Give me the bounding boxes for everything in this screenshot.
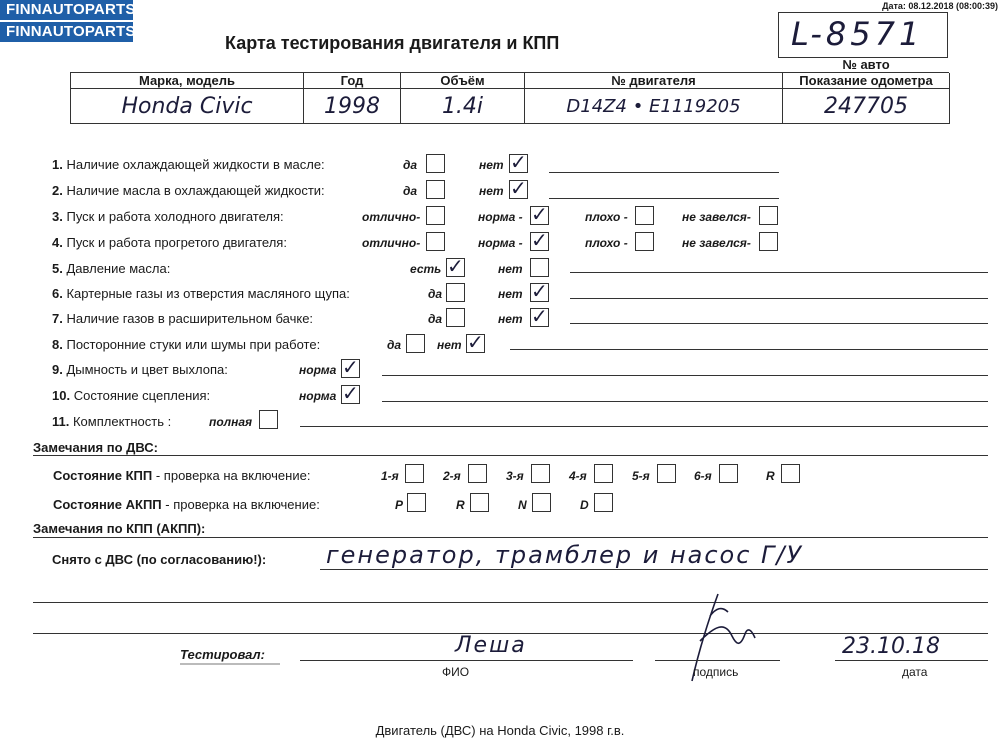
item-6-opt-no: нет xyxy=(498,287,523,301)
odometer-value xyxy=(783,89,950,124)
item-10-normal-checkbox[interactable] xyxy=(341,385,360,404)
col-engine-no: № двигателя xyxy=(525,73,783,89)
removed-label: Снято с ДВС (по согласованию!): xyxy=(52,552,267,567)
removed-value: генератор, трамблер и насос Г/У xyxy=(326,541,804,569)
item-5-yes-checkbox[interactable] xyxy=(446,258,465,277)
check-mark-icon: ✓ xyxy=(342,357,359,379)
card-number: L-8571 xyxy=(791,15,924,53)
item-3-excellent-checkbox[interactable] xyxy=(426,206,445,225)
volume-value xyxy=(401,89,525,124)
item-3-opt-normal: норма - xyxy=(478,210,523,224)
item-9-normal-checkbox[interactable] xyxy=(341,359,360,378)
gear-3-checkbox[interactable] xyxy=(531,464,550,483)
item-4-excellent-checkbox[interactable] xyxy=(426,232,445,251)
check-mark-icon: ✓ xyxy=(342,383,359,405)
item-5-no-checkbox[interactable] xyxy=(530,258,549,277)
manual-gearbox-label: Состояние КПП - проверка на включение: xyxy=(53,468,311,483)
item-6-yes-checkbox[interactable] xyxy=(446,283,465,302)
gear-auto-r-checkbox[interactable] xyxy=(470,493,489,512)
col-volume: Объём xyxy=(401,73,525,89)
item-6-opt-yes: да xyxy=(428,287,443,301)
col-model: Марка, модель xyxy=(71,73,304,89)
engine-no-value xyxy=(525,89,783,124)
gear-4-checkbox[interactable] xyxy=(594,464,613,483)
item-9-line xyxy=(382,375,988,376)
item-1: 1. Наличие охлаждающей жидкости в масле: xyxy=(52,157,325,172)
item-3-normal-checkbox[interactable] xyxy=(530,206,549,225)
item-1-no-checkbox[interactable] xyxy=(509,154,528,173)
item-6-no-checkbox[interactable] xyxy=(530,283,549,302)
item-7-line xyxy=(570,323,988,324)
year-text: 1998 xyxy=(324,93,380,119)
tested-by-underline xyxy=(180,663,280,665)
gear-n-label: N xyxy=(518,498,527,512)
gear-6-checkbox[interactable] xyxy=(719,464,738,483)
item-10: 10. Состояние сцепления: xyxy=(52,388,211,403)
item-7: 7. Наличие газов в расширительном бачке: xyxy=(52,311,314,326)
item-5: 5. Давление масла: xyxy=(52,261,171,276)
watermark-logo: FINNAUTOPARTS xyxy=(0,0,133,20)
gear-2-checkbox[interactable] xyxy=(468,464,487,483)
col-year: Год xyxy=(304,73,401,89)
gear-4-label: 4-я xyxy=(569,469,587,483)
gear-2-label: 2-я xyxy=(443,469,461,483)
check-mark-icon: ✓ xyxy=(447,256,464,278)
check-mark-icon: ✓ xyxy=(510,178,527,200)
item-8: 8. Посторонние стуки или шумы при работе: xyxy=(52,337,321,352)
check-mark-icon: ✓ xyxy=(531,306,548,328)
date-stamp: Дата: 08.12.2018 (08:00:39) xyxy=(882,1,998,11)
model-value xyxy=(71,89,304,124)
item-1-opt-no: нет xyxy=(479,158,504,172)
gear-r-label: R xyxy=(766,469,775,483)
item-2-line xyxy=(549,198,779,199)
gear-p-label: P xyxy=(395,498,404,512)
model-text: Honda Civic xyxy=(121,93,253,119)
item-6: 6. Картерные газы из отверстия масляного щупа: xyxy=(52,286,350,301)
item-7-yes-checkbox[interactable] xyxy=(446,308,465,327)
item-7-opt-no: нет xyxy=(498,312,523,326)
item-11-complete-checkbox[interactable] xyxy=(259,410,278,429)
item-4: 4. Пуск и работа прогретого двигателя: xyxy=(52,235,287,250)
year-value xyxy=(304,89,401,124)
fio-caption: ФИО xyxy=(442,665,470,679)
gearbox-remarks-line xyxy=(33,537,988,538)
gear-6-label: 6-я xyxy=(694,469,712,483)
gear-1-checkbox[interactable] xyxy=(405,464,424,483)
item-3-opt-bad: плохо - xyxy=(585,210,628,224)
item-3-bad-checkbox[interactable] xyxy=(635,206,654,225)
item-2-no-checkbox[interactable] xyxy=(509,180,528,199)
test-date: 23.10.18 xyxy=(842,634,940,659)
gear-n-checkbox[interactable] xyxy=(532,493,551,512)
item-3-opt-not-started: не завелся- xyxy=(682,210,751,224)
check-mark-icon: ✓ xyxy=(531,281,548,303)
item-3: 3. Пуск и работа холодного двигателя: xyxy=(52,209,284,224)
engine-no-text: D14Z4 • E1119205 xyxy=(566,95,741,117)
engine-remarks-line xyxy=(33,455,988,456)
item-4-opt-not-started: не завелся- xyxy=(682,236,751,250)
item-5-opt-no: нет xyxy=(498,262,523,276)
odometer-label: Показание одометра xyxy=(799,72,933,88)
auto-no-label: № авто xyxy=(783,57,949,73)
auto-gearbox-label: Состояние АКПП - проверка на включение: xyxy=(53,497,320,512)
fio-line xyxy=(300,660,633,661)
item-10-line xyxy=(382,401,988,402)
item-4-not-started-checkbox[interactable] xyxy=(759,232,778,251)
item-8-no-checkbox[interactable] xyxy=(466,334,485,353)
item-11: 11. Комплектность : xyxy=(52,414,172,429)
removed-line xyxy=(320,569,988,570)
signature-line xyxy=(655,660,780,661)
item-8-opt-no: нет xyxy=(437,338,462,352)
gear-r-checkbox[interactable] xyxy=(781,464,800,483)
engine-remarks-label: Замечания по ДВС: xyxy=(33,440,158,455)
gear-auto-r-label: R xyxy=(456,498,465,512)
item-9-opt-normal: норма xyxy=(299,363,337,377)
item-11-opt-complete: полная xyxy=(209,415,253,429)
item-1-line xyxy=(549,172,779,173)
item-4-normal-checkbox[interactable] xyxy=(530,232,549,251)
item-8-line xyxy=(510,349,988,350)
item-10-opt-normal: норма xyxy=(299,389,337,403)
check-mark-icon: ✓ xyxy=(467,332,484,354)
check-mark-icon: ✓ xyxy=(531,230,548,252)
item-5-line xyxy=(570,272,988,273)
item-4-opt-normal: норма - xyxy=(478,236,523,250)
item-4-bad-checkbox[interactable] xyxy=(635,232,654,251)
gear-1-label: 1-я xyxy=(381,469,399,483)
extra-line-1 xyxy=(33,602,988,603)
item-4-opt-bad: плохо - xyxy=(585,236,628,250)
card-number-box xyxy=(778,12,948,58)
date-line xyxy=(835,660,988,661)
item-2-opt-no: нет xyxy=(479,184,504,198)
watermark-logo: FINNAUTOPARTS xyxy=(0,22,133,42)
tested-by-label: Тестировал: xyxy=(180,647,265,662)
image-caption: Двигатель (ДВС) на Honda Civic, 1998 г.в. xyxy=(375,723,625,738)
item-7-no-checkbox[interactable] xyxy=(530,308,549,327)
col-odometer xyxy=(783,56,950,89)
item-2-yes-checkbox[interactable] xyxy=(426,180,445,199)
page-title: Карта тестирования двигателя и КПП xyxy=(225,33,560,53)
gear-d-label: D xyxy=(580,498,589,512)
gear-5-checkbox[interactable] xyxy=(657,464,676,483)
item-2: 2. Наличие масла в охлаждающей жидкости: xyxy=(52,183,325,198)
item-1-yes-checkbox[interactable] xyxy=(426,154,445,173)
item-8-yes-checkbox[interactable] xyxy=(406,334,425,353)
item-1-opt-yes: да xyxy=(403,158,418,172)
item-8-opt-yes: да xyxy=(387,338,402,352)
item-11-line xyxy=(300,426,988,427)
item-9: 9. Дымность и цвет выхлопа: xyxy=(52,362,228,377)
volume-text: 1.4i xyxy=(441,93,484,119)
signature-caption: подпись xyxy=(693,665,739,679)
gearbox-remarks-label: Замечания по КПП (АКПП): xyxy=(33,521,206,536)
item-5-opt-yes: есть xyxy=(410,262,442,276)
vehicle-info-table xyxy=(70,56,950,124)
tester-name: Леша xyxy=(455,633,527,658)
item-2-opt-yes: да xyxy=(403,184,418,198)
odometer-text: 247705 xyxy=(824,93,908,119)
check-mark-icon: ✓ xyxy=(531,204,548,226)
item-3-opt-excellent: отлично- xyxy=(362,210,421,224)
item-4-opt-excellent: отлично- xyxy=(362,236,421,250)
item-3-not-started-checkbox[interactable] xyxy=(759,206,778,225)
item-6-line xyxy=(570,298,988,299)
gear-d-checkbox[interactable] xyxy=(594,493,613,512)
item-7-opt-yes: да xyxy=(428,312,443,326)
gear-5-label: 5-я xyxy=(632,469,650,483)
check-mark-icon: ✓ xyxy=(510,152,527,174)
gear-3-label: 3-я xyxy=(506,469,524,483)
gear-p-checkbox[interactable] xyxy=(407,493,426,512)
date-caption: дата xyxy=(902,665,928,679)
